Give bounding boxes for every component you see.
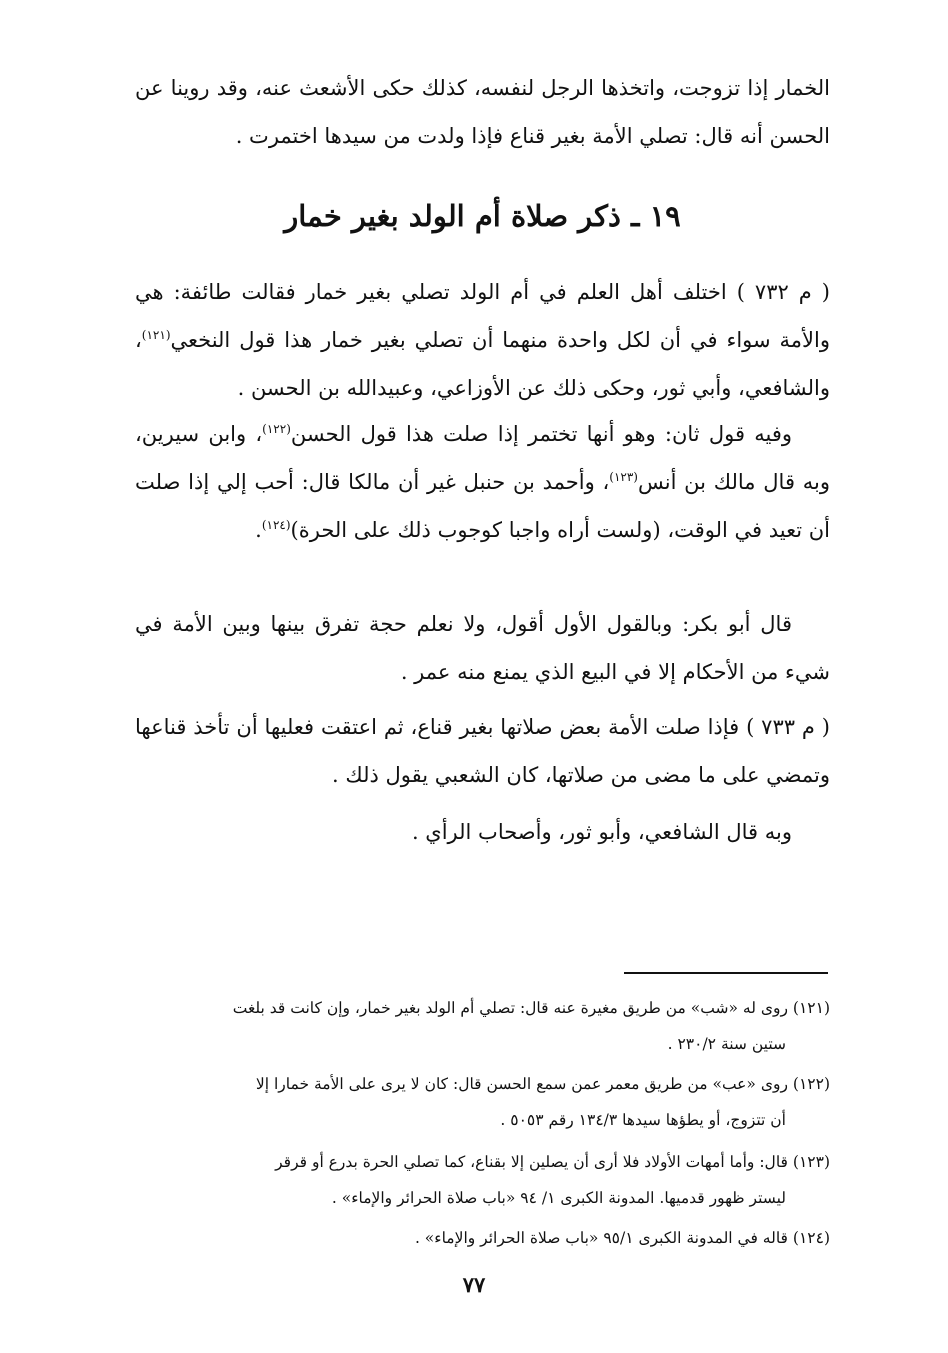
paragraph-second-opinion-text-d: .: [255, 518, 262, 542]
footnote-text-line1: روى «عب» من طريق معمر عمن سمع الحسن قال: كان لا يرى على الأمة خمارا إلا: [255, 1075, 788, 1093]
footnote-number: (١٢١): [792, 999, 830, 1017]
paragraph-m732-text-a: ( م ٧٣٢ ) اختلف أهل العلم في أم الولد تصلي بغير خمار فقالت طائفة: هي والأمة سواء في أن لكل واحدة منهما أن تصلي بغير خمار هذا قول النخعي: [135, 280, 830, 352]
section-heading: ١٩ ـ ذكر صلاة أم الولد بغير خمار: [284, 199, 681, 233]
footnote-separator: [624, 972, 828, 974]
footnote-number: (١٢٤): [792, 1229, 830, 1247]
paragraph-abu-bakr: قال أبو بكر: وبالقول الأول أقول، ولا نعلم حجة تفرق بينها وبين الأمة في شيء من الأحكام إلا في البيع الذي يمنع منه عمر .: [135, 612, 830, 684]
footnote-text-line1: قاله في المدونة الكبرى ٩٥/١ «باب صلاة الحرائر والإماء» .: [414, 1229, 788, 1247]
paragraph-m732-text-b: ، والشافعي، وأبي ثور، وحكى ذلك عن الأوزاعي، وعبيدالله بن الحسن .: [135, 328, 830, 400]
footnote-123: [135, 1144, 830, 1216]
footnote-text-line1: روى له «شب» من طريق مغيرة عنه قال: تصلي أم الولد بغير خمار، وإن كانت قد بلغت: [232, 999, 788, 1017]
footnote-ref-124[interactable]: (١٢٤): [261, 518, 291, 532]
footnote-number: (١٢٢): [792, 1075, 830, 1093]
paragraph-second-opinion-text-c: ، وأحمد بن حنبل غير أن مالكا قال: أحب إلي إذا صلت أن تعيد في الوقت، (ولست أراه واجبا كوجوب ذلك على الحرة): [135, 470, 830, 542]
intro-paragraph: الخمار إذا تزوجت، واتخذها الرجل لنفسه، كذلك حكى الأشعث عنه، وقد روينا عن الحسن أنه قال: تصلي الأمة بغير قناع فإذا ولدت من سيدها اختمرت .: [135, 76, 830, 148]
paragraph-m732: [135, 268, 830, 412]
footnote-ref-121[interactable]: (١٢١): [141, 328, 171, 342]
paragraph-second-opinion-text-a: وفيه قول ثان: وهو أنها تختمر إذا صلت هذا قول الحسن: [290, 422, 793, 446]
footnote-text-line2: ستين سنة ٢٣٠/٢ .: [667, 1035, 786, 1053]
footnote-number: (١٢٣): [792, 1153, 830, 1171]
footnote-122: [135, 1066, 830, 1138]
paragraph-shafii-agreement: وبه قال الشافعي، وأبو ثور، وأصحاب الرأي .: [411, 820, 792, 844]
footnote-text-line2: أن تتزوج، أو يطؤها سيدها ١٣٤/٣ رقم ٥٠٥٣ .: [500, 1111, 786, 1129]
footnote-text-line2: ليستر ظهور قدميها. المدونة الكبرى ١/ ٩٤ «باب صلاة الحرائر والإماء» .: [331, 1189, 786, 1207]
paragraph-m733: ( م ٧٣٣ ) فإذا صلت الأمة بعض صلاتها بغير قناع، ثم اعتقت فعليها أن تأخذ قناعها وتمضي على ما مضى من صلاتها، كان الشعبي يقول ذلك .: [135, 715, 830, 787]
footnote-ref-123[interactable]: (١٢٣): [609, 470, 638, 484]
footnote-ref-122[interactable]: (١٢٢): [262, 422, 291, 436]
footnote-text-line1: قال: وأما أمهات الأولاد فلا أرى أن يصلين إلا بقناع، كما تصلي الحرة بدرع أو قرقر: [275, 1153, 788, 1171]
footnote-121: [135, 990, 830, 1062]
paragraph-second-opinion-text-b: ، وابن سيرين، وبه قال مالك بن أنس: [135, 422, 830, 494]
paragraph-second-opinion: [135, 410, 830, 554]
page-number: ٧٧: [462, 1272, 486, 1297]
footnote-124: [135, 1220, 830, 1256]
